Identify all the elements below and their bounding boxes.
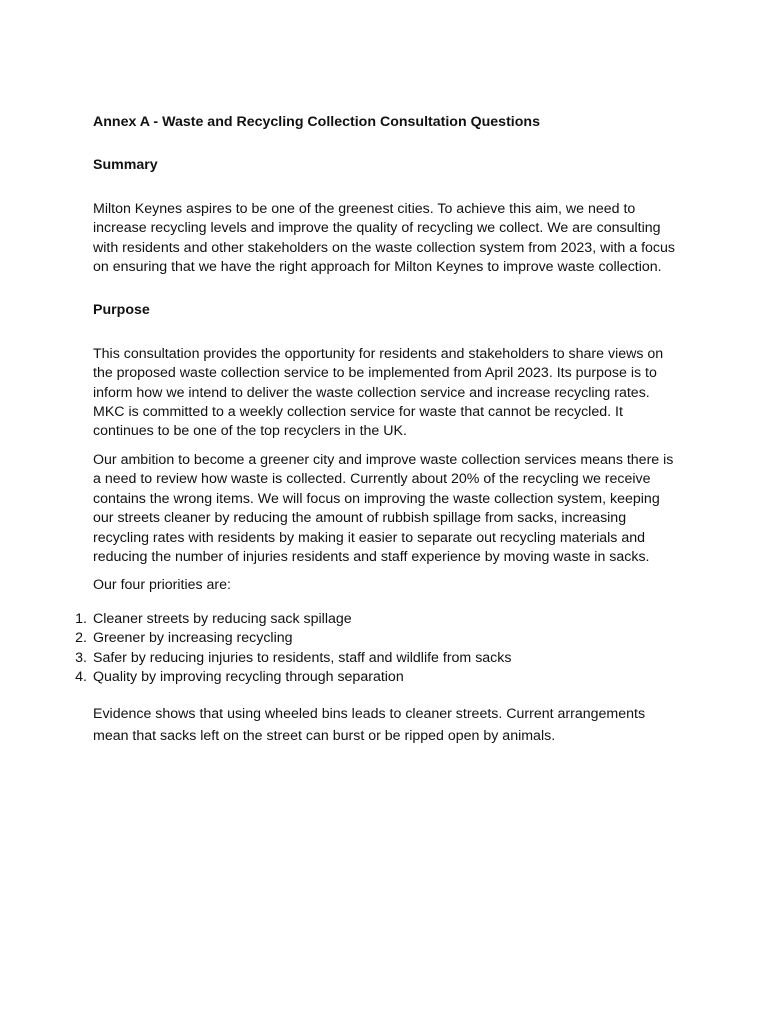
priorities-list bbox=[75, 610, 683, 688]
list-item-number: 3. bbox=[75, 649, 87, 666]
purpose-heading: Purpose bbox=[93, 302, 150, 319]
list-item-text: Safer by reducing injuries to residents, staff and wildlife from sacks bbox=[93, 649, 512, 666]
list-item-text: Cleaner streets by reducing sack spillage bbox=[93, 610, 352, 627]
list-item bbox=[75, 649, 683, 668]
purpose-paragraph-1: This consultation provides the opportunity for residents and stakeholders to share views on the proposed waste collection service to be implemented from April 2023. Its purpose is to inform how we intend to deliver the waste collection service and increase recycling rates. MKC is committed to a weekly collection service for waste that cannot be recycled. It continues to be one of the top recyclers in the UK. bbox=[93, 345, 664, 440]
list-item bbox=[75, 629, 683, 648]
list-item-text: Quality by improving recycling through separation bbox=[93, 668, 404, 685]
evidence-paragraph: Evidence shows that using wheeled bins leads to cleaner streets. Current arrangements mean that sacks left on the street can burst or be ripped open by animals. bbox=[93, 706, 646, 745]
list-item-number: 4. bbox=[75, 668, 87, 685]
document-body bbox=[75, 113, 683, 747]
list-item-number: 1. bbox=[75, 610, 87, 627]
summary-paragraph: Milton Keynes aspires to be one of the greenest cities. To achieve this aim, we need to increase recycling levels and improve the quality of recycling we collect. We are consulting with residents and other stakeholders on the waste collection system from 2023, with a focus on ensuring that we have the right approach for Milton Keynes to improve waste collection. bbox=[93, 200, 675, 276]
list-item-number: 2. bbox=[75, 630, 87, 647]
summary-heading: Summary bbox=[93, 157, 158, 174]
priorities-intro: Our four priorities are: bbox=[93, 577, 231, 594]
list-item bbox=[75, 610, 683, 629]
document-title: Annex A - Waste and Recycling Collection Consultation Questions bbox=[93, 114, 540, 130]
purpose-paragraph-2: Our ambition to become a greener city and improve waste collection services means there is a need to review how waste is collected. Currently about 20% of the recycling we receive contains the wrong items. We will focus on improving the waste collection system, keeping our streets cleaner by reducing the amount of rubbish spillage from sacks, increasing recycling rates with residents by making it easier to separate out recycling materials and reducing the number of injuries residents and staff experience by moving waste in sacks. bbox=[93, 451, 674, 565]
list-item-text: Greener by increasing recycling bbox=[93, 630, 293, 647]
list-item bbox=[75, 668, 683, 687]
